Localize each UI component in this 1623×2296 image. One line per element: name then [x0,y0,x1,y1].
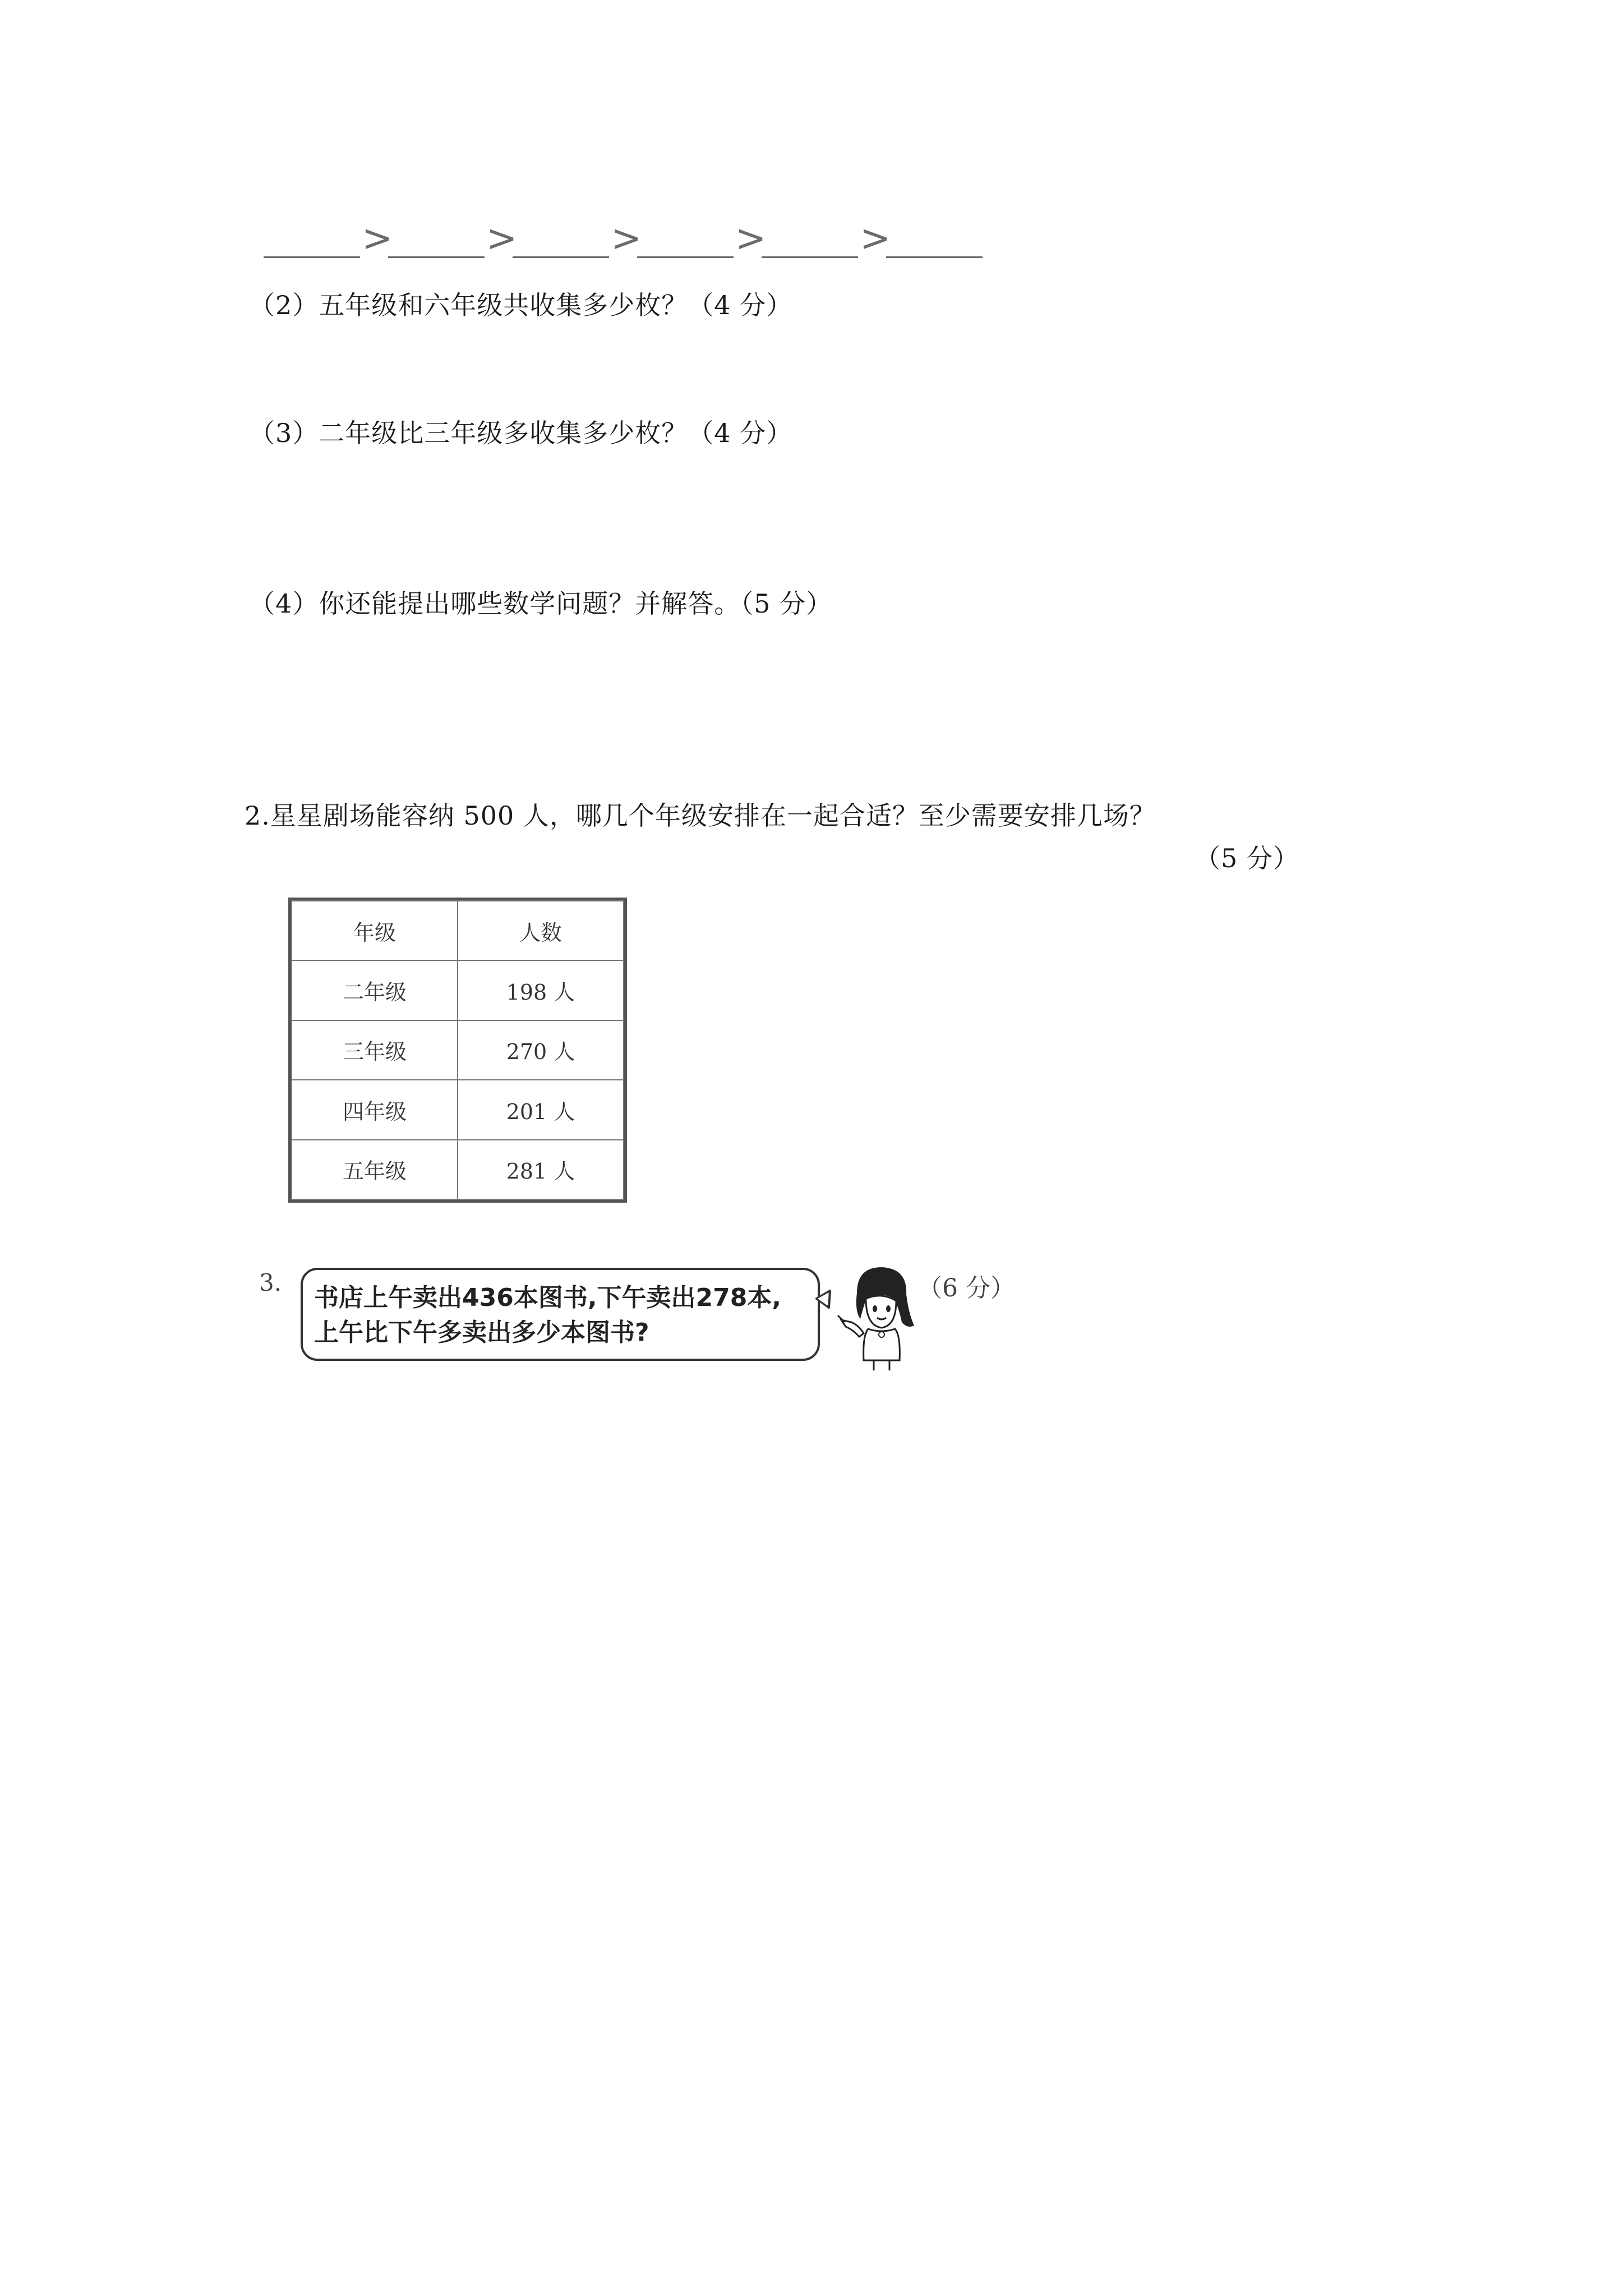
greater-than-sign: > [362,217,393,260]
greater-than-sign: > [735,217,767,260]
table-cell-count: 198 人 [458,960,624,1020]
table-cell-count: 270 人 [458,1020,624,1080]
table-cell-count: 201 人 [458,1080,624,1139]
table-cell-grade: 三年级 [292,1020,458,1080]
question-3-points: （6 分） [917,1274,1015,1303]
table-header-grade: 年级 [292,901,458,960]
question-1-part-3: （3）二年级比三年级多收集多少枚？（4 分） [249,418,793,448]
table-row [292,1140,624,1199]
answer-blank-5[interactable] [762,256,858,258]
question-2-text: 2.星星剧场能容纳 500 人，哪几个年级安排在一起合适？至少需要安排几场？ [245,800,1156,831]
question-1-part-2: （2）五年级和六年级共收集多少枚？（4 分） [249,290,793,320]
table-row [292,1080,624,1139]
answer-blank-6[interactable] [886,256,983,258]
table-header-row [292,901,624,960]
table-cell-count: 281 人 [458,1140,624,1199]
speech-bubble-line-2: 上午比下午多卖出多少本图书? [314,1318,649,1347]
answer-blank-2[interactable] [388,256,485,258]
girl-speaking-icon [812,1259,924,1372]
table-header-count: 人数 [458,901,624,960]
table-cell-grade: 四年级 [292,1080,458,1139]
question-2-points: （5 分） [1195,843,1299,873]
speech-bubble [301,1268,820,1361]
greater-than-sign: > [860,217,891,260]
greater-than-sign: > [486,217,518,260]
ordering-blanks-row [264,216,1015,261]
speech-bubble-line-1: 书店上午卖出436本图书,下午卖出278本, [314,1283,782,1312]
table-row [292,960,624,1020]
answer-blank-4[interactable] [637,256,734,258]
question-3-number: 3. [259,1269,282,1296]
grade-student-table [288,898,627,1203]
table-row [292,1020,624,1080]
greater-than-sign: > [611,217,642,260]
table-cell-grade: 二年级 [292,960,458,1020]
answer-blank-3[interactable] [513,256,609,258]
question-1-part-4: （4）你还能提出哪些数学问题？并解答。（5 分） [249,588,833,619]
table-cell-grade: 五年级 [292,1140,458,1199]
answer-blank-1[interactable] [264,256,360,258]
